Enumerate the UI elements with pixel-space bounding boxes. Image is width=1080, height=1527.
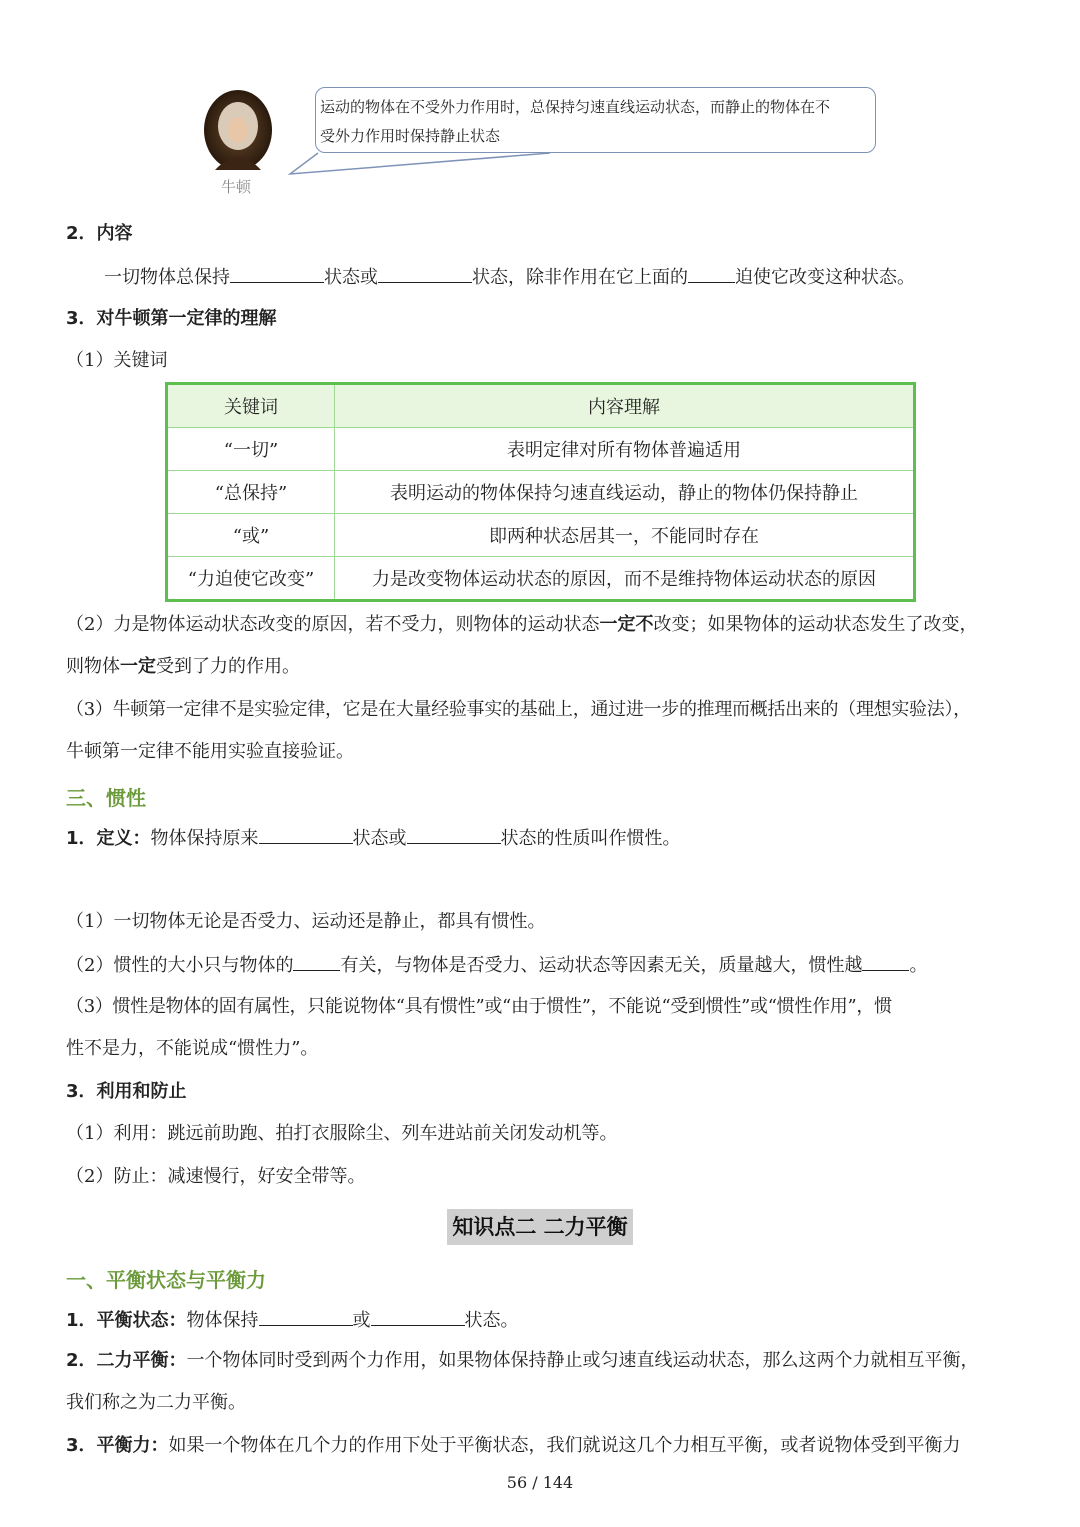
paragraph-2-line-1: （2）力是物体运动状态改变的原因，若不受力，则物体的运动状态一定不改变；如果物体的运动状态发生了改变， (66, 614, 978, 635)
newton-quote-bubble (315, 87, 876, 153)
blank (230, 264, 324, 283)
use-prevent-title: 3．利用和防止 (66, 1081, 187, 1102)
balance-heading: 一、平衡状态与平衡力 (66, 1268, 266, 1292)
table-row (167, 557, 915, 601)
table-cell: 表明运动的物体保持匀速直线运动，静止的物体仍保持静止 (335, 471, 915, 514)
blank (259, 1307, 353, 1326)
quote-line-2: 受外力作用时保持静止状态 (320, 127, 501, 145)
use-item: （1）利用：跳远前助跑、拍打衣服除尘、列车进站前关闭发动机等。 (66, 1123, 618, 1144)
paragraph-3-line-2: 牛顿第一定律不能用实验直接验证。 (66, 741, 354, 762)
table-cell: “一切” (167, 428, 335, 471)
two-force-balance-line-1: 2．二力平衡：一个物体同时受到两个力作用，如果物体保持静止或匀速直线运动状态，那么这两个力就相互平衡， (66, 1350, 979, 1371)
balanced-force-line: 3．平衡力：如果一个物体在几个力的作用下处于平衡状态，我们就说这几个力相互平衡，或者说物体受到平衡力 (66, 1435, 961, 1456)
content-sentence: 一切物体总保持 状态或 状态，除非作用在它上面的 迫使它改变这种状态。 (104, 264, 915, 290)
prevent-item: （2）防止：减速慢行，好安全带等。 (66, 1166, 366, 1187)
inertia-point-1: （1）一切物体无论是否受力、运动还是静止，都具有惯性。 (66, 911, 546, 932)
table-cell: 即两种状态居其一，不能同时存在 (335, 514, 915, 557)
table-row (167, 428, 915, 471)
blank (371, 1307, 465, 1326)
paragraph-3-line-1: （3）牛顿第一定律不是实验定律，它是在大量经验事实的基础上，通过进一步的推理而概括出来的（理想实验法）， (66, 699, 971, 720)
inertia-point-2: （2）惯性的大小只与物体的 有关，与物体是否受力、运动状态等因素无关，质量越大，惯性越 。 (66, 952, 927, 978)
balance-state: 1．平衡状态：物体保持 或 状态。 (66, 1307, 519, 1333)
table-cell: “总保持” (167, 471, 335, 514)
table-cell: “力迫使它改变” (167, 557, 335, 601)
table-cell: 力是改变物体运动状态的原因，而不是维持物体运动状态的原因 (335, 557, 915, 601)
inertia-definition: 1．定义：物体保持原来 状态或 状态的性质叫作惯性。 (66, 825, 681, 851)
table-header-row (167, 384, 915, 428)
portrait-image (203, 90, 273, 172)
inertia-heading: 三、惯性 (66, 786, 146, 810)
quote-line-1: 运动的物体在不受外力作用时，总保持匀速直线运动状态，而静止的物体在不 (320, 98, 831, 116)
callout-tail (288, 150, 558, 180)
paragraph-2-line-2: 则物体一定受到了力的作用。 (66, 656, 300, 677)
table-header: 内容理解 (335, 384, 915, 428)
blank (407, 825, 501, 844)
table-header: 关键词 (167, 384, 335, 428)
blank (862, 952, 909, 971)
section-understanding-title: 3．对牛顿第一定律的理解 (66, 308, 277, 329)
page-number: 56 / 144 (506, 1473, 574, 1492)
inertia-point-3-line-2: 性不是力，不能说成“惯性力”。 (66, 1038, 319, 1059)
two-force-balance-line-2: 我们称之为二力平衡。 (66, 1392, 246, 1413)
newton-portrait (203, 90, 273, 172)
blank (293, 952, 340, 971)
table-row (167, 514, 915, 557)
keywords-subtitle: （1）关键词 (66, 350, 168, 371)
table-cell: “或” (167, 514, 335, 557)
blank (688, 264, 735, 283)
table-row (167, 471, 915, 514)
section-content-title: 2．内容 (66, 223, 133, 244)
portrait-caption: 牛顿 (221, 178, 252, 196)
blank (378, 264, 472, 283)
keyword-table (165, 382, 916, 602)
inertia-point-3-line-1: （3）惯性是物体的固有属性，只能说物体“具有惯性”或“由于惯性”，不能说“受到惯性”或“惯性作用”，惯 (66, 996, 892, 1017)
table-cell: 表明定律对所有物体普遍适用 (335, 428, 915, 471)
knowledge-point-heading: 知识点二 二力平衡 (447, 1209, 633, 1245)
blank (259, 825, 353, 844)
